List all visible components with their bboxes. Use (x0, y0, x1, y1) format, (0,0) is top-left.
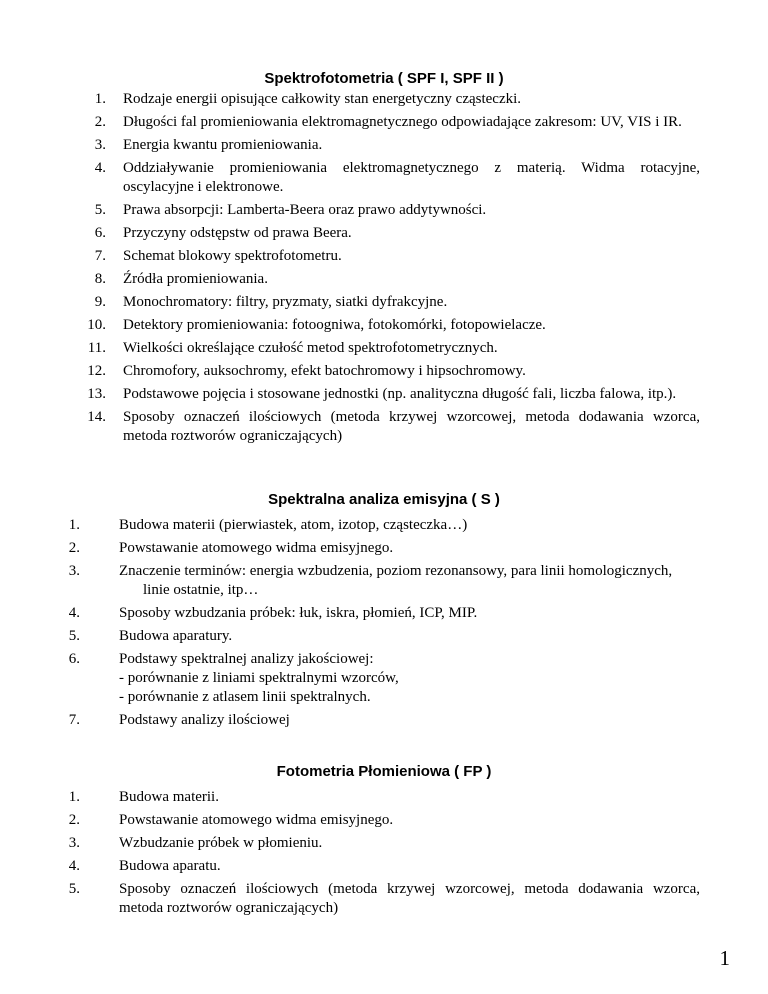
list-item (0, 293, 700, 312)
item-number: 14. (87, 409, 106, 425)
list-item (0, 811, 700, 830)
item-text: Długości fal promieniowania elektromagnetycznego odpowiadające zakresom: UV, VIS i IR. (123, 114, 682, 130)
list-item (0, 316, 700, 335)
sub-item: - porównanie z atlasem linii spektralnych. (119, 689, 371, 705)
list-item (0, 136, 700, 155)
item-number: 5. (94, 202, 106, 218)
item-number: 1. (68, 789, 80, 805)
item-text: Rodzaje energii opisujące całkowity stan energetyczny cząsteczki. (123, 91, 522, 107)
item-number: 3. (94, 137, 106, 153)
item-number: 10. (87, 317, 106, 333)
item-continuation: linie ostatnie, itp… (143, 582, 259, 598)
item-text: Oddziaływanie promieniowania elektromagnetycznego z materią. Widma rotacyjne, oscylacyjne i elektronowe. (123, 160, 700, 195)
list-item (0, 201, 700, 220)
list-item (0, 711, 700, 730)
item-text: Sposoby oznaczeń ilościowych (metoda krzywej wzorcowej, metoda dodawania wzorca, metoda roztworów ograniczających) (119, 881, 700, 916)
list-fotometria (0, 788, 700, 922)
item-number: 12. (87, 363, 106, 379)
list-spektrofotometria (0, 90, 700, 450)
item-number: 1. (68, 517, 80, 533)
item-text: Detektory promieniowania: fotoogniwa, fotokomórki, fotopowielacze. (123, 317, 546, 333)
section-title-fotometria: Fotometria Płomieniowa ( FP ) (276, 763, 492, 780)
list-item (0, 408, 700, 446)
item-text: Podstawowe pojęcia i stosowane jednostki (np. analityczna długość fali, liczba falowa, itp.). (123, 386, 677, 402)
item-number: 8. (94, 271, 106, 287)
list-item (0, 539, 700, 558)
sub-item: - porównanie z liniami spektralnymi wzorców, (119, 670, 399, 686)
section-title-spektrofotometria: Spektrofotometria ( SPF I, SPF II ) (264, 70, 504, 87)
item-number: 11. (87, 340, 106, 356)
item-text: Źródła promieniowania. (123, 271, 268, 287)
item-text: Energia kwantu promieniowania. (123, 137, 323, 153)
item-number: 5. (68, 628, 80, 644)
list-item (0, 270, 700, 289)
item-text: Powstawanie atomowego widma emisyjnego. (119, 812, 394, 828)
item-number: 13. (87, 386, 106, 402)
section-title-spektralna-analiza: Spektralna analiza emisyjna ( S ) (268, 491, 500, 508)
list-item (0, 90, 700, 109)
item-text: Budowa aparatury. (119, 628, 233, 644)
item-text: Monochromatory: filtry, pryzmaty, siatki dyfrakcyjne. (123, 294, 448, 310)
item-text: Sposoby wzbudzania próbek: łuk, iskra, płomień, ICP, MIP. (119, 605, 478, 621)
item-number: 4. (68, 858, 80, 874)
item-text: Wielkości określające czułość metod spektrofotometrycznych. (123, 340, 498, 356)
list-spektralna-analiza (0, 516, 700, 734)
item-number: 2. (68, 812, 80, 828)
item-text: Budowa aparatu. (119, 858, 221, 874)
list-item (0, 159, 700, 197)
item-number: 2. (68, 540, 80, 556)
page-number: 1 (719, 946, 730, 970)
list-item (0, 247, 700, 266)
item-text: Budowa materii. (119, 789, 219, 805)
list-item (0, 224, 700, 243)
item-number: 6. (94, 225, 106, 241)
item-text: Chromofory, auksochromy, efekt batochromowy i hipsochromowy. (123, 363, 526, 379)
item-number: 7. (68, 712, 80, 728)
item-text: Sposoby oznaczeń ilościowych (metoda krzywej wzorcowej, metoda dodawania wzorca, metoda roztworów ograniczających) (123, 409, 700, 444)
item-text: Schemat blokowy spektrofotometru. (123, 248, 342, 264)
item-text: Podstawy spektralnej analizy jakościowej: (119, 651, 374, 667)
list-item (0, 650, 700, 707)
item-text: Powstawanie atomowego widma emisyjnego. (119, 540, 394, 556)
list-item (0, 880, 700, 918)
item-number: 1. (94, 91, 106, 107)
item-number: 6. (68, 651, 80, 667)
item-text: Przyczyny odstępstw od prawa Beera. (123, 225, 352, 241)
list-item (0, 339, 700, 358)
item-text: Budowa materii (pierwiastek, atom, izotop, cząsteczka…) (119, 517, 468, 533)
item-number: 7. (94, 248, 106, 264)
list-item (0, 604, 700, 623)
list-item (0, 562, 700, 600)
list-item (0, 516, 700, 535)
list-item (0, 627, 700, 646)
list-item (0, 857, 700, 876)
item-text: Wzbudzanie próbek w płomieniu. (119, 835, 323, 851)
list-item (0, 385, 700, 404)
item-number: 2. (94, 114, 106, 130)
item-text: Znaczenie terminów: energia wzbudzenia, poziom rezonansowy, para linii homologicznych, (119, 563, 673, 579)
list-item (0, 788, 700, 807)
item-number: 3. (68, 563, 80, 579)
item-text: Podstawy analizy ilościowej (119, 712, 290, 728)
list-item (0, 834, 700, 853)
list-item (0, 113, 700, 132)
list-item (0, 362, 700, 381)
item-number: 4. (94, 160, 106, 176)
item-number: 5. (68, 881, 80, 897)
item-number: 9. (94, 294, 106, 310)
item-number: 3. (68, 835, 80, 851)
item-number: 4. (68, 605, 80, 621)
item-text: Prawa absorpcji: Lamberta-Beera oraz prawo addytywności. (123, 202, 487, 218)
